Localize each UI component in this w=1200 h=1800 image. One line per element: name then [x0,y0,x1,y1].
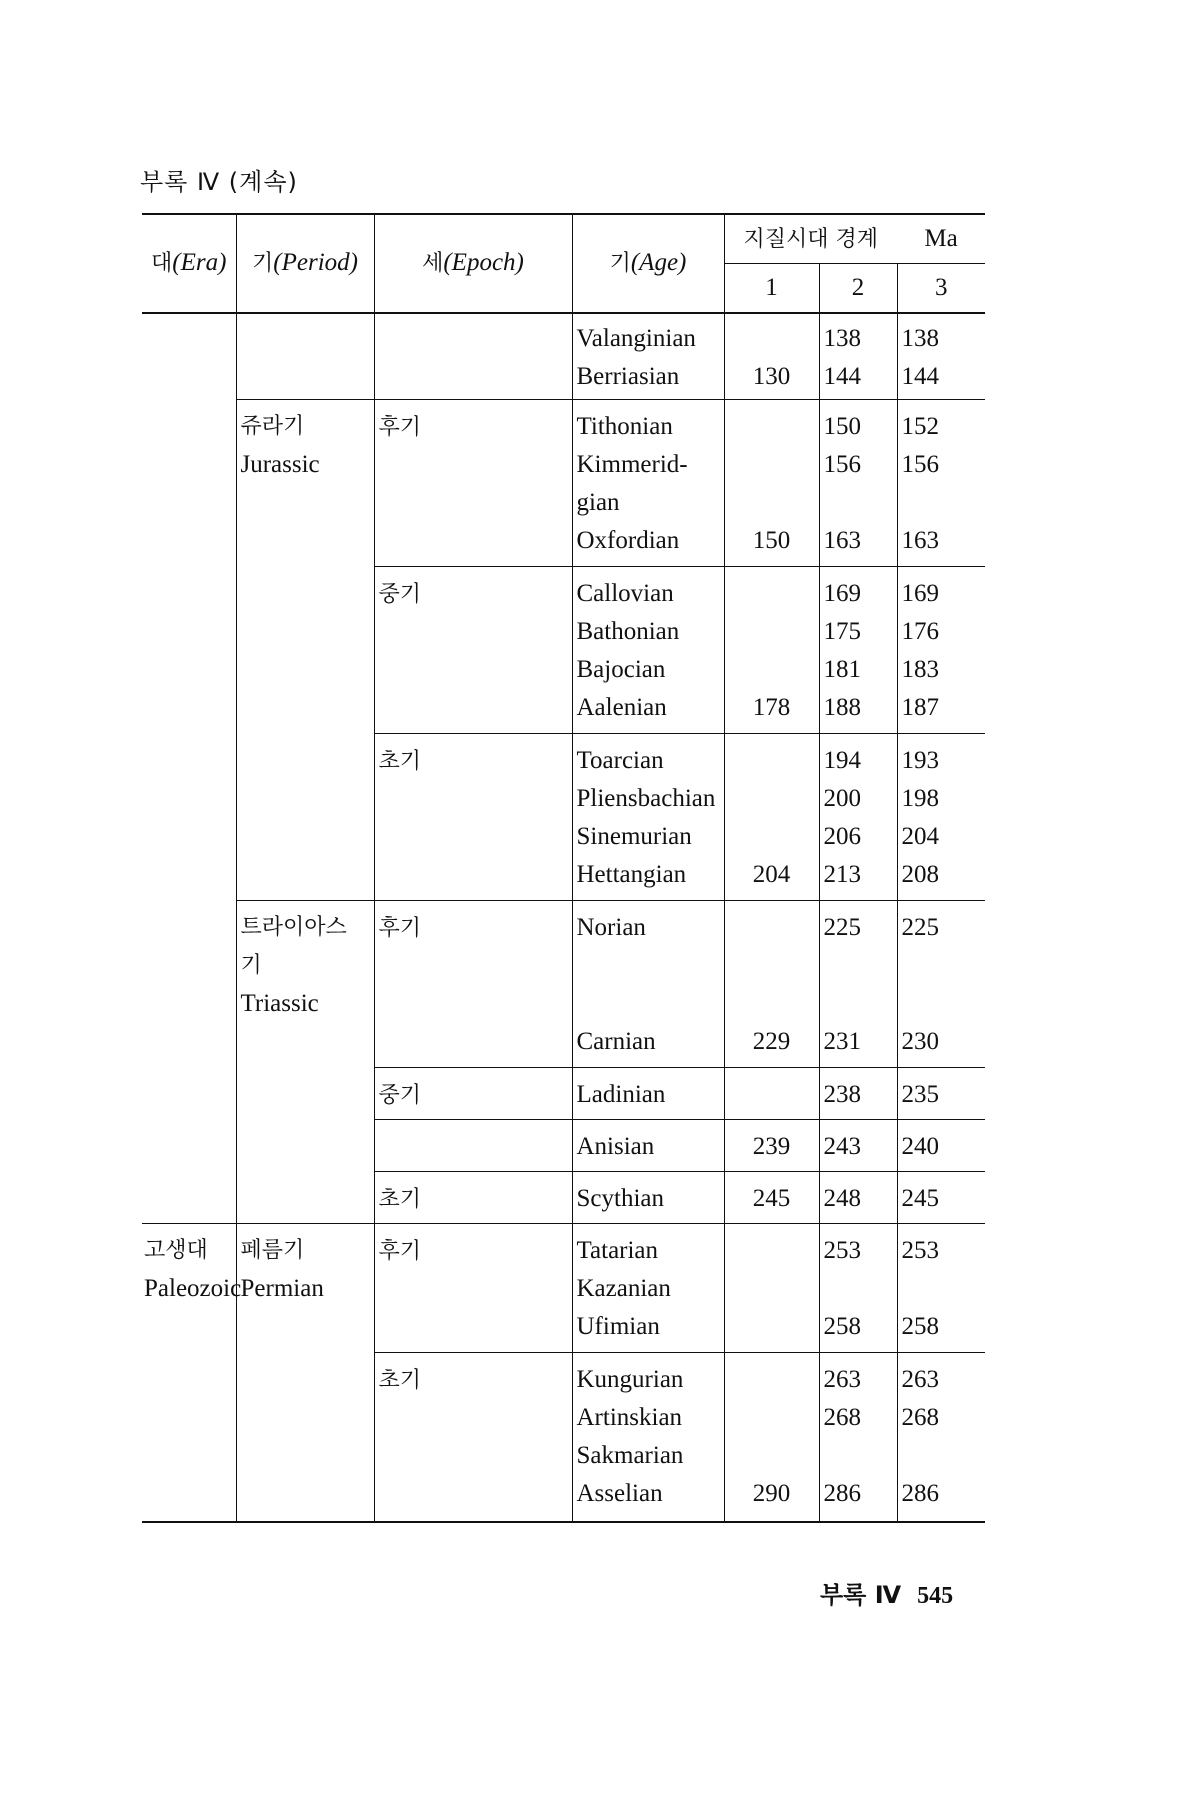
period-triassic: 트라이아스 기 Triassic [236,900,374,1223]
epoch-cell [374,313,572,399]
boundary-2-cell: 248 [819,1171,897,1223]
boundary-1-cell [724,1067,819,1119]
boundary-3-cell: 193 198 204 208 [897,733,985,900]
epoch-triassic-early: 초기 [374,1171,572,1223]
epoch-cell [374,1119,572,1171]
era-cell [142,1171,236,1223]
boundary-2-cell: 253 258 [819,1223,897,1352]
age-cell: Tatarian Kazanian Ufimian [572,1223,724,1352]
page-number: 545 [917,1583,954,1609]
table-row [142,900,985,1067]
boundary-3-cell: 169 176 183 187 [897,566,985,733]
age-cell: Toarcian Pliensbachian Sinemurian Hettangian [572,733,724,900]
boundary-3-cell: 152 156 163 [897,399,985,566]
boundary-2-cell: 263 268 286 [819,1352,897,1522]
epoch-jurassic-early: 초기 [374,733,572,900]
age-cell: Callovian Bathonian Bajocian Aalenian [572,566,724,733]
era-cell [142,566,236,733]
era-cell [142,1119,236,1171]
header-age: 기(Age) [572,214,724,313]
header-col-1: 1 [724,264,819,314]
page-footer [820,1575,953,1610]
age-cell: Kungurian Artinskian Sakmarian Asselian [572,1352,724,1522]
boundary-1-cell: 150 [724,399,819,566]
header-ma: Ma [924,225,958,252]
era-cell [142,1067,236,1119]
boundary-2-cell: 243 [819,1119,897,1171]
boundary-2-cell: 238 [819,1067,897,1119]
boundary-3-cell: 263 268 286 [897,1352,985,1522]
boundary-1-cell: 204 [724,733,819,900]
boundary-1-cell: 245 [724,1171,819,1223]
epoch-jurassic-late: 후기 [374,399,572,566]
boundary-2-cell: 138 144 [819,313,897,399]
boundary-3-cell: 253 258 [897,1223,985,1352]
boundary-3-cell: 245 [897,1171,985,1223]
boundary-3-cell: 235 [897,1067,985,1119]
boundary-1-cell: 290 [724,1352,819,1522]
era-cell [142,313,236,399]
table-row [142,1223,985,1352]
era-paleozoic: 고생대 Paleozoic [142,1223,236,1522]
period-jurassic: 쥬라기 Jurassic [236,399,374,900]
epoch-jurassic-middle: 중기 [374,566,572,733]
header-boundary: 지질시대 경계 [724,214,897,264]
epoch-triassic-middle: 중기 [374,1067,572,1119]
header-era: 대(Era) [142,214,236,313]
epoch-permian-late: 후기 [374,1223,572,1352]
age-cell: Anisian [572,1119,724,1171]
era-cell [142,399,236,566]
period-cell [236,313,374,399]
boundary-1-cell: 130 [724,313,819,399]
age-cell: Tithonian Kimmerid- gian Oxfordian [572,399,724,566]
header-col-2: 2 [819,264,897,314]
boundary-2-cell: 194 200 206 213 [819,733,897,900]
age-cell: Norian Carnian [572,900,724,1067]
geologic-time-table [142,213,985,1523]
boundary-3-cell: 240 [897,1119,985,1171]
age-cell: Scythian [572,1171,724,1223]
table-header [142,214,985,313]
boundary-2-cell: 169 175 181 188 [819,566,897,733]
age-cell: Valanginian Berriasian [572,313,724,399]
era-cell [142,900,236,1067]
boundary-1-cell: 229 [724,900,819,1067]
table-row [142,399,985,566]
boundary-1-cell: 178 [724,566,819,733]
epoch-triassic-late: 후기 [374,900,572,1067]
boundary-3-cell: 138 144 [897,313,985,399]
boundary-1-cell [724,1223,819,1352]
era-cell [142,733,236,900]
header-epoch: 세(Epoch) [374,214,572,313]
boundary-2-cell: 225 231 [819,900,897,1067]
period-permian: 페름기 Permian [236,1223,374,1522]
running-head: 부록 Ⅳ (계속) [140,168,298,196]
boundary-2-cell: 150 156 163 [819,399,897,566]
table-row [142,313,985,399]
boundary-1-cell: 239 [724,1119,819,1171]
boundary-3-cell: 225 230 [897,900,985,1067]
header-col-3: 3 [897,264,985,314]
age-cell: Ladinian [572,1067,724,1119]
header-period: 기(Period) [236,214,374,313]
footer-label: 부록 Ⅳ [820,1581,902,1609]
epoch-permian-early: 초기 [374,1352,572,1522]
